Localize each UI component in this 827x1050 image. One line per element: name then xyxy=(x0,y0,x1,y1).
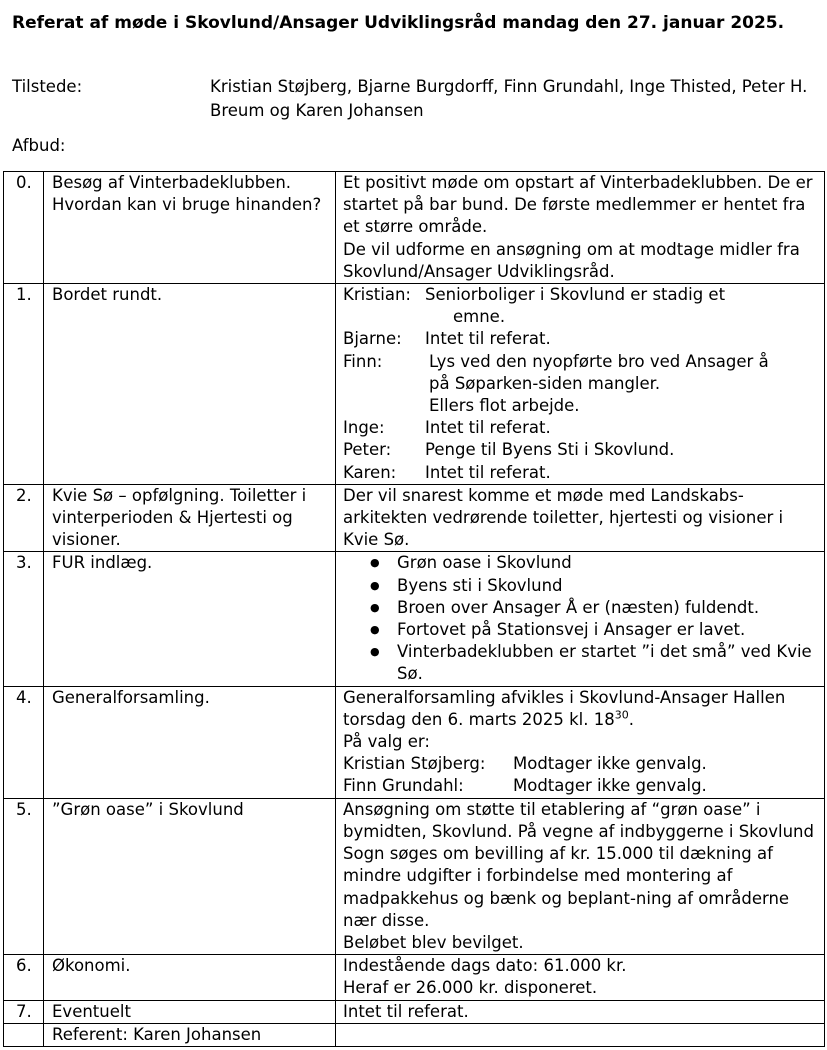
round-entry xyxy=(343,462,820,484)
item-topic: Generalforsamling. xyxy=(44,686,336,798)
agenda-row xyxy=(4,955,825,1000)
election-entry xyxy=(343,775,820,797)
member-note: emne. xyxy=(453,307,506,327)
item-number: 5. xyxy=(4,798,44,954)
bullet-list xyxy=(343,552,820,685)
item-topic: Bordet rundt. xyxy=(44,284,336,485)
item-topic: Kvie Sø – opfølgning. Toiletter i vinterperioden & Hjertesti og visioner. xyxy=(44,484,336,552)
item-description xyxy=(336,172,825,284)
agenda-row xyxy=(4,552,825,686)
member-note: på Søparken-siden mangler. xyxy=(429,373,661,393)
item-topic: FUR indlæg. xyxy=(44,552,336,686)
agenda-row xyxy=(4,1000,825,1023)
item-description xyxy=(336,284,825,485)
member-name: Bjarne: xyxy=(343,329,402,349)
item-number: 0. xyxy=(4,172,44,284)
member-note: Lys ved den nyopførte bro ved Ansager å xyxy=(429,351,769,371)
item-description: Intet til referat. xyxy=(336,1000,825,1023)
description-text: Beløbet blev bevilget. xyxy=(343,932,524,952)
member-note: Ellers flot arbejde. xyxy=(429,396,580,416)
agenda-table xyxy=(3,171,825,1047)
absent-label: Afbud: xyxy=(12,136,66,155)
agenda-row xyxy=(4,484,825,552)
bullet-item: ● Broen over Ansager Å er (næsten) fuldendt. xyxy=(397,597,820,619)
candidate-status: Modtager ikke genvalg. xyxy=(513,776,707,796)
description-text: Indestående dags dato: 61.000 kr. xyxy=(343,956,627,976)
referent-row xyxy=(4,1023,825,1046)
description-text: Ansøgning om støtte til etablering af “grøn oase” i bymidten, Skovlund. På vegne af indbyggerne i Skovlund Sogn søges om bevilling af kr. 15.000 til dækning af mindre udgifter i forbindelse med montering af madpakkehus og bænk og beplant-ning af områderne nær disse. xyxy=(343,799,814,930)
item-number: 1. xyxy=(4,284,44,485)
member-name: Finn: xyxy=(343,351,383,371)
item-description xyxy=(336,798,825,954)
agenda-row xyxy=(4,172,825,284)
agenda-row xyxy=(4,284,825,485)
round-entry xyxy=(343,439,820,461)
round-entry xyxy=(343,328,820,350)
item-number: 2. xyxy=(4,484,44,552)
agenda-row xyxy=(4,686,825,798)
page-title: Referat af møde i Skovlund/Ansager Udviklingsråd mandag den 27. januar 2025. xyxy=(12,13,785,33)
description-text: Et positivt møde om opstart af Vinterbadeklubben. De er startet på bar bund. De første medlemmer er hentet fra et større område. xyxy=(343,173,813,237)
meeting-text: Generalforsamling afvikles i Skovlund-Ansager Hallen torsdag den 6. marts 2025 kl. 18 xyxy=(343,687,786,729)
description-text: Heraf er 26.000 kr. disponeret. xyxy=(343,978,598,998)
item-description: Der vil snarest komme et møde med Landskabs-arkitekten vedrørende toiletter, hjertesti og visioner i Kvie Sø. xyxy=(336,484,825,552)
election-label: På valg er: xyxy=(343,732,430,752)
item-description xyxy=(336,686,825,798)
item-number: 4. xyxy=(4,686,44,798)
bullet-item: ● Grøn oase i Skovlund xyxy=(397,552,820,574)
item-number: 7. xyxy=(4,1000,44,1023)
item-topic: ”Grøn oase” i Skovlund xyxy=(44,798,336,954)
item-description xyxy=(336,552,825,686)
sentence-end: . xyxy=(628,709,634,729)
candidate-name: Kristian Støjberg: xyxy=(343,754,486,774)
member-note: Intet til referat. xyxy=(425,418,551,438)
candidate-status: Modtager ikke genvalg. xyxy=(513,754,707,774)
description-text xyxy=(343,687,820,731)
bullet-item: ● Fortovet på Stationsvej i Ansager er lavet. xyxy=(397,619,820,641)
member-note: Intet til referat. xyxy=(425,329,551,349)
member-name: Inge: xyxy=(343,418,385,438)
empty-cell xyxy=(336,1023,825,1046)
empty-cell xyxy=(4,1023,44,1046)
description-text: De vil udforme en ansøgning om at modtage midler fra Skovlund/Ansager Udviklingsråd. xyxy=(343,239,800,281)
item-topic: Økonomi. xyxy=(44,955,336,1000)
member-name: Karen: xyxy=(343,462,397,482)
member-name: Peter: xyxy=(343,440,392,460)
item-number: 6. xyxy=(4,955,44,1000)
item-description xyxy=(336,955,825,1000)
election-entry xyxy=(343,753,820,775)
candidate-name: Finn Grundahl: xyxy=(343,776,464,796)
member-name: Kristian: xyxy=(343,285,411,305)
member-note: Intet til referat. xyxy=(425,462,551,482)
bullet-item: ● Vinterbadeklubben er startet ”i det små” ved Kvie Sø. xyxy=(397,641,820,685)
item-topic: Eventuelt xyxy=(44,1000,336,1023)
item-topic: Besøg af Vinterbadeklubben. Hvordan kan vi bruge hinanden? xyxy=(44,172,336,284)
agenda-row xyxy=(4,798,825,954)
referent: Referent: Karen Johansen xyxy=(44,1023,336,1046)
present-names: Kristian Støjberg, Bjarne Burgdorff, Finn Grundahl, Inge Thisted, Peter H. Breum og Karen Johansen xyxy=(210,77,808,120)
bullet-item: ● Byens sti i Skovlund xyxy=(397,575,820,597)
time-superscript: 30 xyxy=(614,708,629,722)
round-entry xyxy=(343,417,820,439)
member-note: Penge til Byens Sti i Skovlund. xyxy=(425,440,675,460)
round-entry xyxy=(343,351,820,418)
round-entry xyxy=(343,284,820,328)
present-label: Tilstede: xyxy=(12,77,83,96)
item-number: 3. xyxy=(4,552,44,686)
member-note: Seniorboliger i Skovlund er stadig et xyxy=(425,285,726,305)
